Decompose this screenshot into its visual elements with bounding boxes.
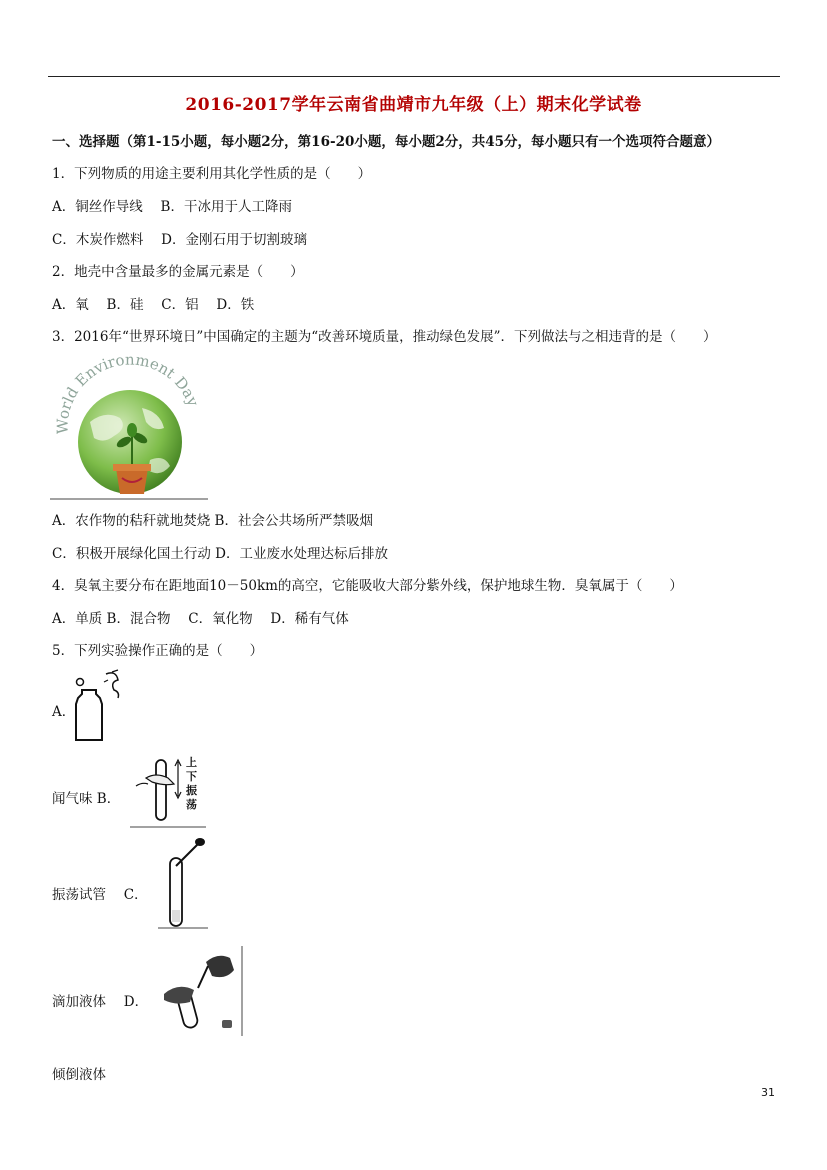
caption-d: 倾倒液体 bbox=[52, 1067, 106, 1083]
question-1-options-ab: A．铜丝作导线 B．干冰用于人工降雨 bbox=[52, 199, 292, 215]
question-1-options-cd: C．木炭作燃料 D．金刚石用于切割玻璃 bbox=[52, 232, 307, 248]
option-a-label: A． bbox=[52, 704, 76, 720]
question-3-options-cd: C．积极开展绿化国土行动 D．工业废水处理达标后排放 bbox=[52, 546, 388, 562]
pour-liquid-illustration bbox=[156, 944, 246, 1038]
shake-label-dang: 荡 bbox=[186, 798, 197, 811]
question-2-stem: 2．地壳中含量最多的金属元素是（ ） bbox=[52, 264, 304, 280]
section-heading: 一、选择题（第1-15小题，每小题2分，第16-20小题，每小题2分，共45分，每小题只有一个选项符合题意） bbox=[52, 134, 721, 150]
shake-label-zhen: 振 bbox=[186, 784, 197, 797]
page-title: 2016-2017学年云南省曲靖市九年级（上）期末化学试卷 bbox=[185, 95, 642, 115]
shake-label-up: 上 bbox=[186, 756, 197, 769]
top-rule bbox=[48, 76, 780, 77]
caption-b-and-option-c-label: 振荡试管 C． bbox=[52, 887, 148, 903]
logo-arc-text: World Environment Day bbox=[53, 352, 203, 435]
caption-a-and-option-b-label: 闻气味 B． bbox=[52, 791, 121, 807]
shake-test-tube-illustration bbox=[130, 752, 206, 830]
question-5-stem: 5．下列实验操作正确的是（ ） bbox=[52, 643, 264, 659]
shake-label-down: 下 bbox=[186, 770, 197, 783]
question-2-options: A．氧 B．硅 C．铝 D．铁 bbox=[52, 297, 255, 313]
question-3-options-ab: A．农作物的秸秆就地焚烧 B．社会公共场所严禁吸烟 bbox=[52, 513, 373, 529]
question-1-stem: 1．下列物质的用途主要利用其化学性质的是（ ） bbox=[52, 166, 372, 182]
smell-gas-illustration bbox=[68, 668, 130, 746]
question-4-options: A．单质 B．混合物 C．氧化物 D．稀有气体 bbox=[52, 611, 349, 627]
dropper-illustration bbox=[158, 836, 208, 930]
question-3-stem: 3．2016年“世界环境日”中国确定的主题为“改善环境质量，推动绿色发展”．下列做法与之相违背的是（ ） bbox=[52, 329, 717, 345]
world-environment-day-logo bbox=[50, 352, 210, 502]
question-4-stem: 4．臭氧主要分布在距地面10－50km的高空，它能吸收大部分紫外线，保护地球生物．臭氧属于（ ） bbox=[52, 578, 683, 594]
page-number: 31 bbox=[761, 1086, 775, 1099]
caption-c-and-option-d-label: 滴加液体 D． bbox=[52, 994, 149, 1010]
